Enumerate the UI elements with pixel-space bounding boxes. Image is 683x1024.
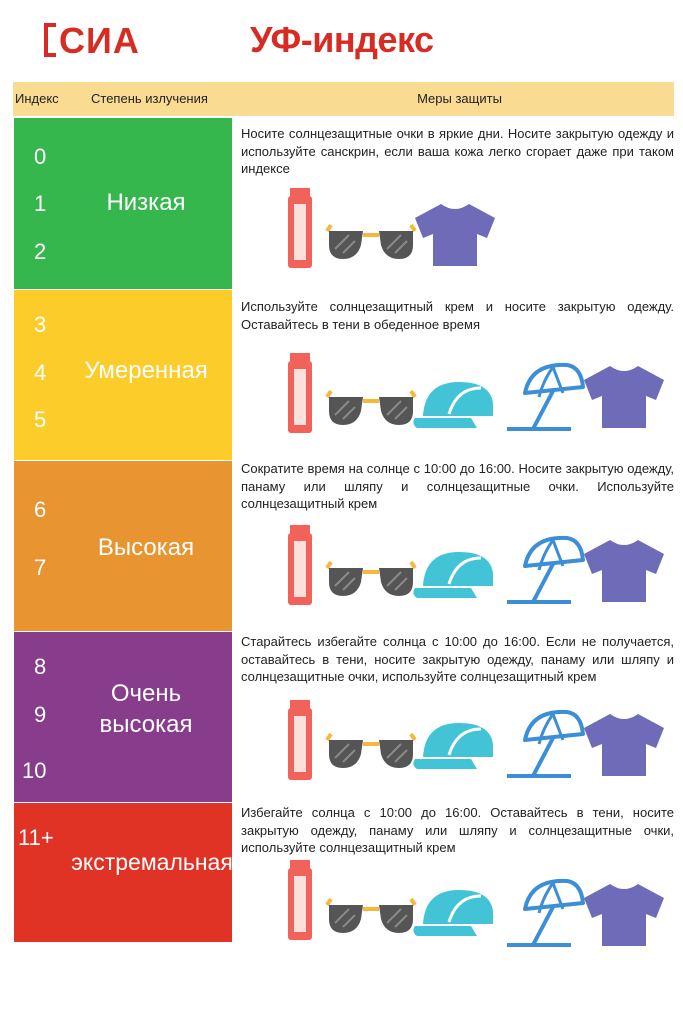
sunscreen-bottle-icon	[288, 525, 312, 605]
index-value: 3	[34, 312, 47, 337]
tshirt-icon	[584, 540, 664, 602]
sunglasses-icon	[327, 899, 415, 933]
measures-text: Носите солнцезащитные очки в яркие дни. Носите закрытую одежду и используйте санскрин, если ваша кожа легко сгорает даже при таком индексе	[241, 126, 674, 176]
table-header	[13, 82, 674, 116]
tshirt-icon	[415, 204, 495, 266]
beach-umbrella-icon	[507, 365, 583, 429]
tshirt-icon	[584, 714, 664, 776]
index-value: 9	[34, 702, 47, 727]
measures-text: Старайтесь избегайте солнца с 10:00 до 16:00. Если не получается, оставайтесь в тени, носите закрытую одежду, панаму или шляпу и солнцезащитные очки, используйте солнцезащитный крем	[241, 634, 674, 684]
index-value: 5	[34, 407, 47, 432]
cap-icon	[413, 552, 493, 598]
sunscreen-bottle-icon	[288, 353, 312, 433]
page-title: УФ-индекс	[250, 19, 434, 60]
level-label: Низкая	[106, 189, 186, 216]
index-value: 7	[34, 555, 47, 580]
logo-text: СИА	[59, 20, 140, 61]
tshirt-icon	[584, 366, 664, 428]
sunscreen-bottle-icon	[288, 188, 312, 268]
sunglasses-icon	[327, 734, 415, 768]
band-high	[14, 461, 232, 631]
cap-icon	[413, 890, 493, 936]
sunglasses-icon	[327, 562, 415, 596]
band-low	[14, 118, 232, 289]
sunglasses-icon	[327, 391, 415, 425]
header-level: Степень излучения	[91, 91, 208, 106]
index-value: 4	[34, 360, 47, 385]
sunscreen-bottle-icon	[288, 860, 312, 940]
measures-text: Используйте солнцезащитный крем и носите закрытую одежду. Оставайтесь в тени в обеденное время	[241, 299, 674, 332]
beach-umbrella-icon	[507, 712, 583, 776]
header-measures: Меры защиты	[417, 91, 502, 106]
sia-logo	[44, 21, 184, 61]
index-value: 6	[34, 497, 47, 522]
sunglasses-icon	[327, 225, 415, 259]
level-label: экстремальная	[71, 849, 233, 875]
cap-icon	[413, 723, 493, 769]
beach-umbrella-icon	[507, 538, 583, 602]
band-very-high	[14, 632, 232, 802]
index-value: 2	[34, 239, 47, 264]
band-extreme	[14, 803, 232, 942]
index-value: 8	[34, 654, 47, 679]
level-label-line2: высокая	[99, 711, 193, 738]
index-value: 11+	[18, 825, 54, 850]
level-label: Умеренная	[84, 357, 208, 384]
measures-text: Сократите время на солнце с 10:00 до 16:00. Носите закрытую одежду, панаму или шляпу и солнцезащитные очки. Используйте солнцезащитный крем	[241, 461, 674, 511]
logo-bracket-icon	[44, 23, 56, 57]
index-value: 1	[34, 191, 47, 216]
cap-icon	[413, 382, 493, 428]
measures-text: Избегайте солнца с 10:00 до 16:00. Оставайтесь в тени, носите закрытую одежду, панаму или шляпу и солнцезащитные очки, используйте солнцезащитный крем	[241, 805, 674, 855]
level-label: Высокая	[97, 534, 195, 561]
sunscreen-bottle-icon	[288, 700, 312, 780]
band-moderate	[14, 290, 232, 460]
level-label-line1: Очень	[110, 680, 182, 707]
header-index: Индекс	[15, 91, 59, 106]
index-value: 10	[22, 758, 47, 783]
beach-umbrella-icon	[507, 881, 583, 945]
index-value: 0	[34, 144, 47, 169]
tshirt-icon	[584, 884, 664, 946]
